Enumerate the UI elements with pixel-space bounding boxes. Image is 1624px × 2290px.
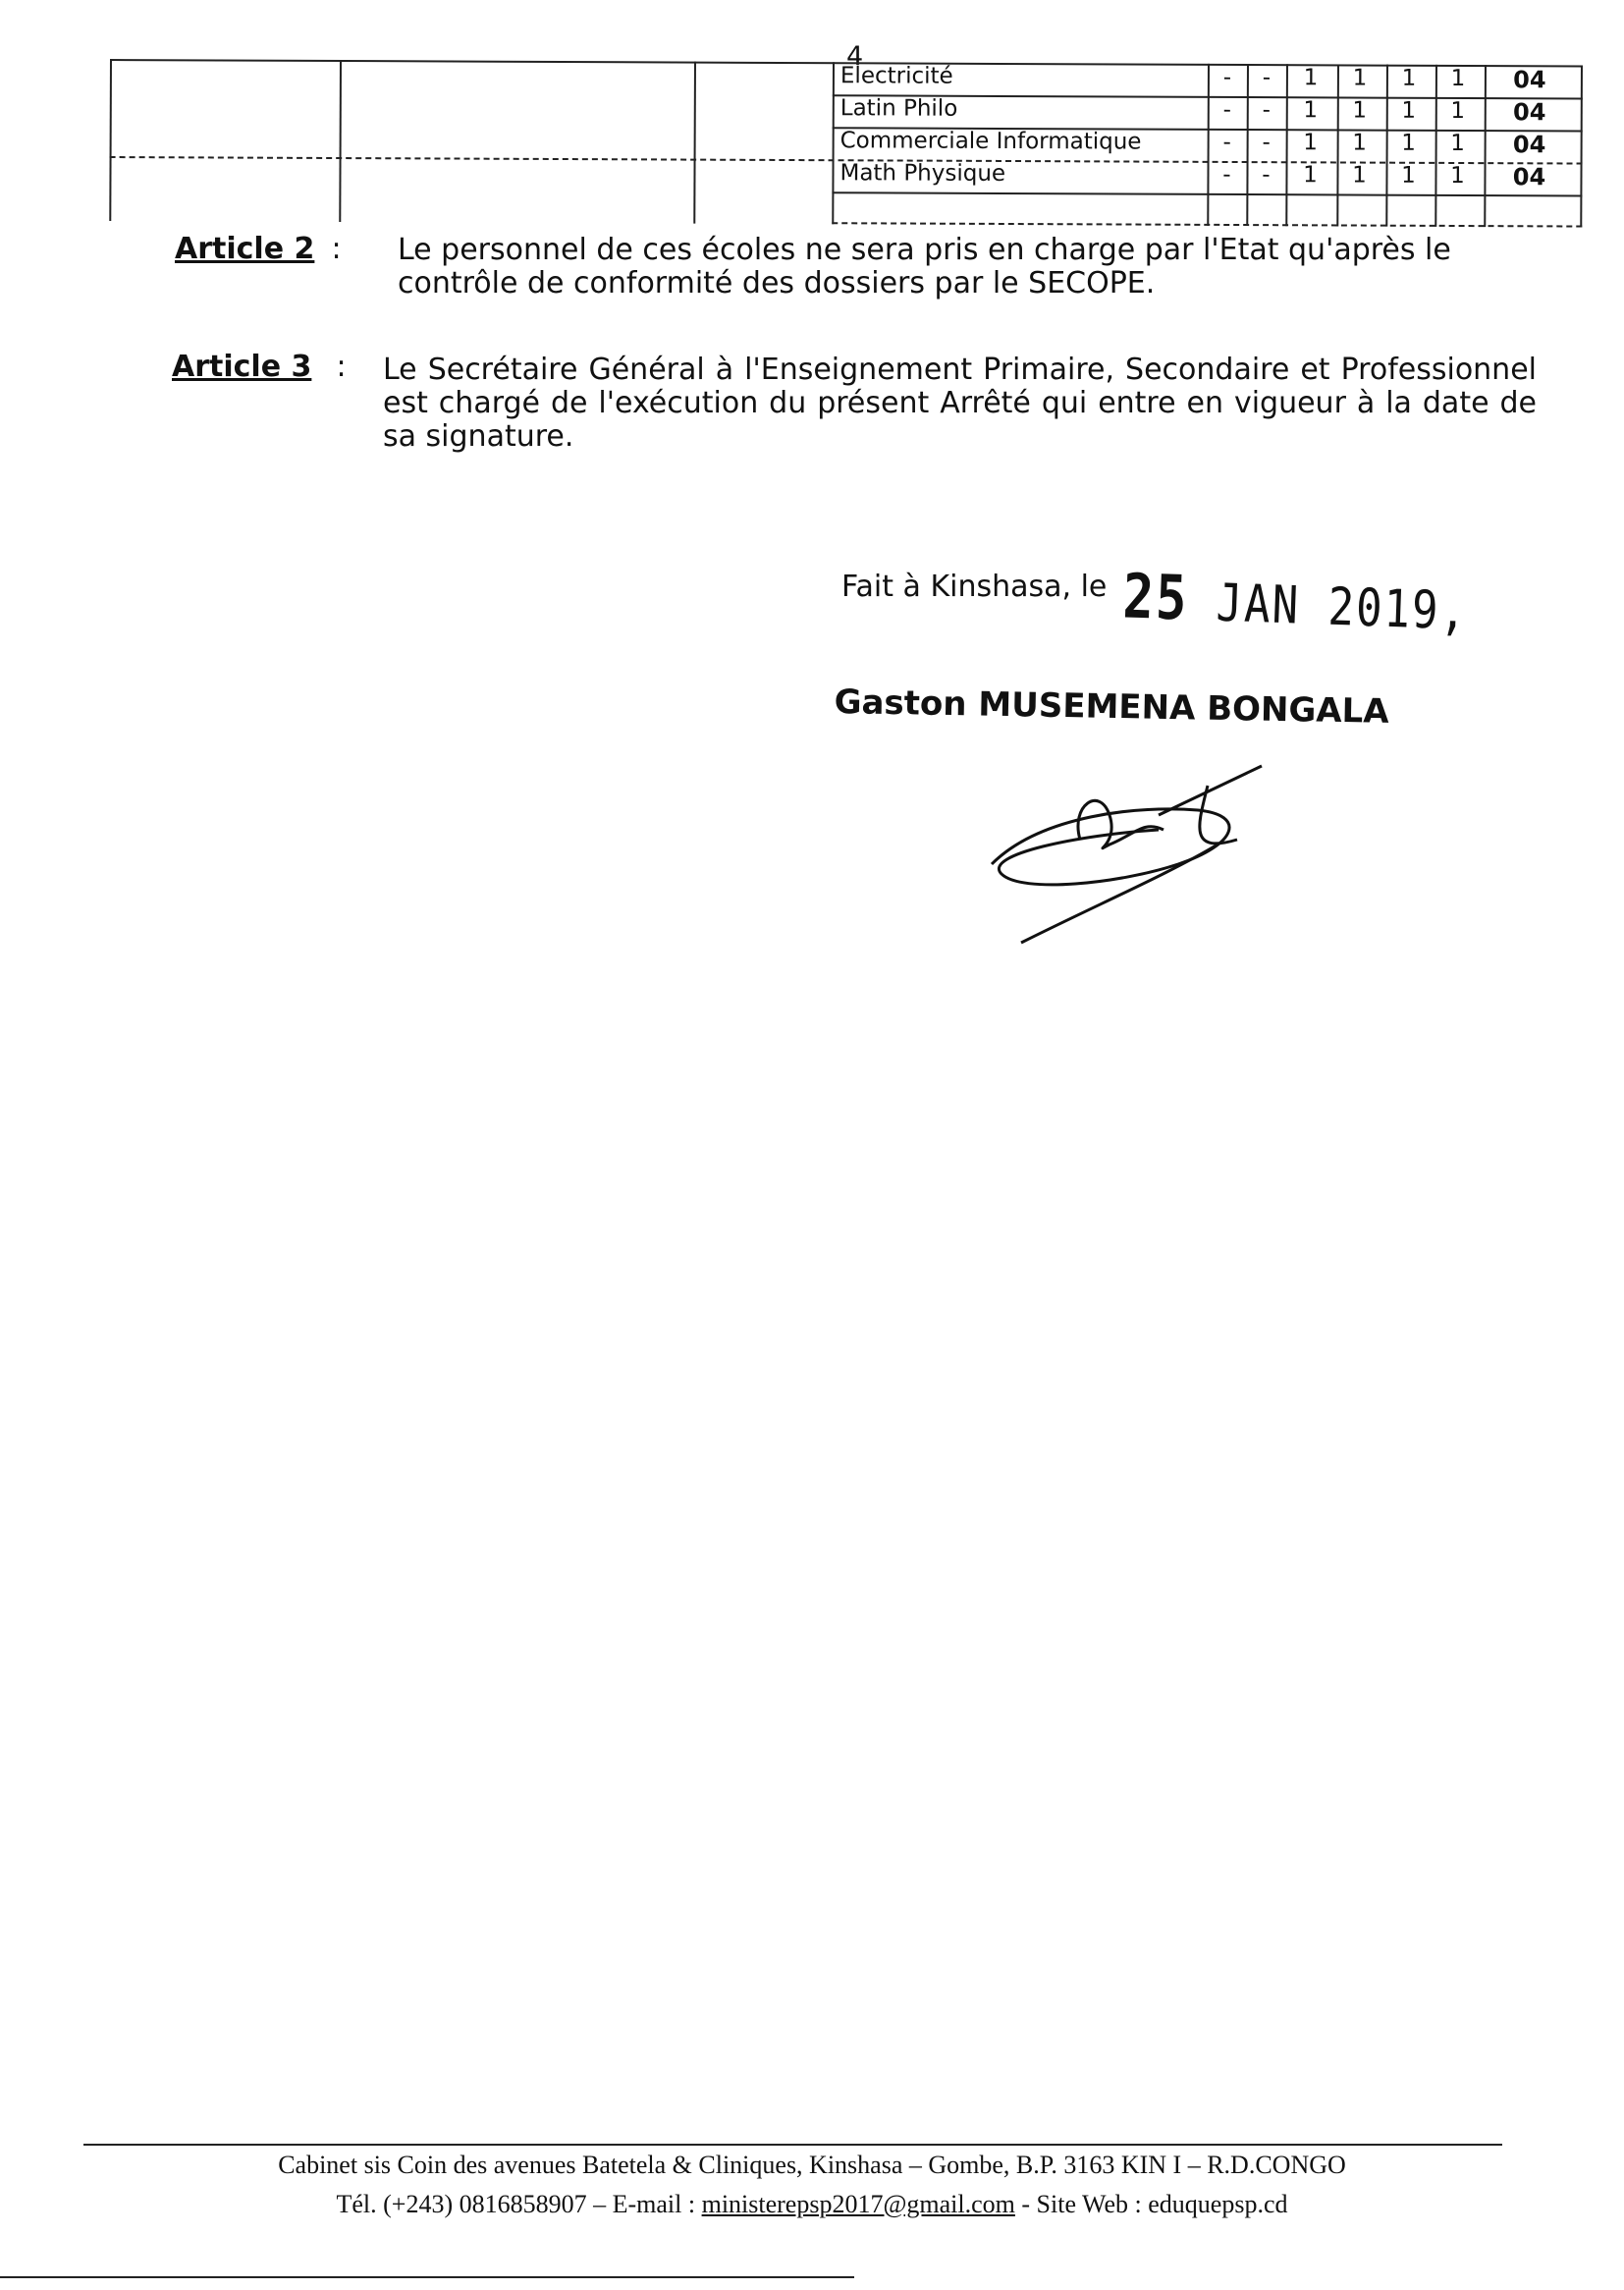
signer-name: Gaston MUSEMENA BONGALA: [834, 682, 1389, 732]
article-2-heading: [175, 232, 342, 266]
total-cell: 04: [1513, 66, 1546, 94]
date-stamp-month-year: JAN 2019,: [1215, 572, 1470, 642]
article-2-text: Le personnel de ces écoles ne sera pris en charge par l'Etat qu'après le contrôle de conformité des dossiers par le SECOPE.: [398, 233, 1451, 300]
table-row: [832, 159, 1582, 193]
table-border-left: [109, 59, 112, 221]
value-cell: 1: [1352, 97, 1368, 124]
value-cell: 1: [1303, 130, 1319, 156]
value-cell: 1: [1401, 65, 1417, 91]
footer-address: Cabinet sis Coin des avenues Batetela & Cliniques, Kinshasa – Gombe, B.P. 3163 KIN I – R.D.CONGO: [278, 2151, 1346, 2179]
table-border-bottom: [832, 222, 1582, 227]
table-col-divider: [693, 62, 696, 224]
value-cell: -: [1222, 96, 1231, 123]
footer-email[interactable]: ministerepsp2017@gmail.com: [701, 2190, 1015, 2218]
value-cell: -: [1222, 161, 1231, 188]
total-cell: 04: [1512, 163, 1546, 191]
value-cell: -: [1262, 65, 1272, 91]
article-3-text: Le Secrétaire Général à l'Enseignement Primaire, Secondaire et Professionnel est chargé de l'exécution du présent Arrêté qui entre en vigueur à la date de sa signature.: [383, 353, 1537, 454]
table-row: [833, 127, 1583, 161]
date-stamp-day: 25: [1121, 562, 1190, 635]
article-3-label: Article 3: [172, 350, 312, 384]
subject-cell: Electricité: [839, 63, 953, 89]
footer-contact: [0, 2190, 1624, 2219]
article-3-colon: :: [336, 350, 347, 384]
value-cell: 1: [1450, 65, 1466, 92]
value-cell: 1: [1352, 65, 1368, 91]
page-number: 4: [846, 41, 864, 72]
table-row: [833, 62, 1583, 96]
article-3-heading: [172, 350, 347, 384]
subject-cell: Latin Philo: [839, 95, 958, 122]
subject-cell: Math Physique: [839, 160, 1006, 187]
footer-site: - Site Web : eduquepsp.cd: [1021, 2190, 1288, 2218]
value-cell: 1: [1303, 162, 1318, 189]
article-2-label: Article 2: [175, 232, 315, 266]
footer-rule-top: [83, 2144, 1502, 2146]
footer-tel: Tél. (+243) 0816858907 – E-mail :: [336, 2190, 696, 2218]
value-cell: 1: [1352, 130, 1368, 156]
value-cell: 1: [1352, 162, 1367, 189]
article-2-colon: :: [331, 232, 342, 266]
value-cell: 1: [1303, 97, 1319, 124]
value-cell: 1: [1450, 97, 1466, 125]
value-cell: -: [1222, 129, 1231, 155]
value-cell: 1: [1450, 162, 1465, 190]
signing-place: Fait à Kinshasa, le: [841, 570, 1108, 604]
date-stamp: [1121, 562, 1469, 644]
value-cell: -: [1222, 64, 1232, 90]
value-cell: -: [1262, 162, 1271, 189]
table-col-divider: [339, 60, 342, 222]
handwritten-signature: [962, 746, 1335, 962]
subject-cell: Commerciale Informatique: [839, 128, 1142, 155]
table-row: [833, 94, 1583, 129]
value-cell: -: [1262, 130, 1271, 156]
total-cell: 04: [1512, 131, 1546, 159]
value-cell: 1: [1401, 97, 1417, 124]
footer-rule-bottom: [0, 2276, 854, 2278]
value-cell: 1: [1401, 162, 1416, 189]
total-cell: 04: [1513, 98, 1546, 127]
value-cell: 1: [1401, 130, 1417, 156]
value-cell: -: [1262, 97, 1271, 124]
value-cell: 1: [1450, 130, 1466, 157]
allocation-table: [109, 59, 1583, 228]
value-cell: 1: [1303, 65, 1319, 91]
